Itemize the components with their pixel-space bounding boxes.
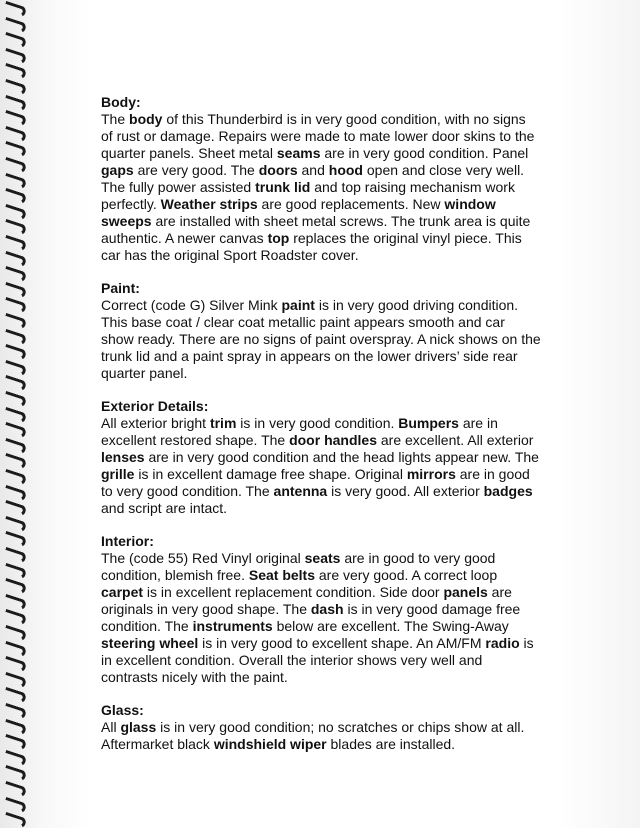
- keyword: seats: [304, 550, 341, 566]
- binding-coil: [3, 812, 27, 828]
- binding-coil: [3, 110, 27, 127]
- binding-coil: [3, 79, 27, 96]
- keyword: grille: [101, 466, 135, 482]
- section-glass: [101, 702, 541, 753]
- binding-coil: [3, 266, 27, 283]
- binding-coil: [3, 188, 27, 205]
- binding-coil: [3, 1, 27, 18]
- binding-coil: [3, 765, 27, 782]
- keyword: Seat belts: [248, 567, 315, 583]
- keyword: steering wheel: [101, 635, 199, 651]
- section-heading: Body:: [101, 94, 141, 110]
- binding-coil: [3, 141, 27, 158]
- section-text: Correct (code G) Silver Mink paint is in very good driving condition. This base coat / clear coat metallic paint appears smooth and car show ready. There are no signs of paint overspray. A nick shows on the trunk lid and a paint spray in appears on the lower drivers’ side rear quarter panel.: [101, 297, 541, 381]
- keyword: window sweeps: [101, 196, 496, 229]
- binding-coil: [3, 63, 27, 80]
- binding-coil: [3, 531, 27, 548]
- section-body: [101, 94, 541, 264]
- section-text: All exterior bright trim is in very good condition. Bumpers are in excellent restored shape. The door handles are excellent. All exterior lenses are in very good condition and the head lights appear new. The grille is in excellent damage free shape. Original mirrors are in good to very good condition. The antenna is very good. All exterior badges and script are intact.: [101, 415, 539, 516]
- keyword: Bumpers: [398, 415, 459, 431]
- binding-coil: [3, 687, 27, 704]
- binding-coil: [3, 781, 27, 798]
- section-interior: [101, 533, 541, 686]
- keyword: top: [267, 230, 290, 246]
- binding-coil: [3, 235, 27, 252]
- keyword: windshield wiper: [213, 736, 327, 752]
- keyword: badges: [483, 483, 533, 499]
- section-text: The body of this Thunderbird is in very good condition, with no signs of rust or damage. Repairs were made to mate lower door skins to the quarter panels. Sheet metal seams are in very good condition. Panel gaps are very good. The doors and hood open and close very well. The fully power assisted trunk lid and top raising mechanism work perfectly. Weather strips are good replacements. New window sweeps are installed with sheet metal screws. The trunk area is quite authentic. A newer canvas top replaces the original vinyl piece. This car has the original Sport Roadster cover.: [101, 111, 535, 263]
- keyword: door handles: [289, 432, 377, 448]
- keyword: glass: [120, 719, 157, 735]
- binding-coil: [3, 703, 27, 720]
- binding-coil: [3, 344, 27, 361]
- spiral-binding: [0, 0, 40, 828]
- binding-coil: [3, 500, 27, 517]
- keyword: panels: [443, 584, 488, 600]
- section-text: The (code 55) Red Vinyl original seats are in good to very good condition, blemish free. Seat belts are very good. A correct loop carpet is in excellent replacement condition. Side door panels are originals in very good shape. The dash is in very good damage free condition. The instruments below are excellent. The Swing-Away steering wheel is in very good to excellent shape. An AM/FM radio is in excellent condition. Overall the interior shows very well and contrasts nicely with the paint.: [101, 550, 534, 685]
- binding-coil: [3, 547, 27, 564]
- binding-coil: [3, 375, 27, 392]
- binding-coil: [3, 734, 27, 751]
- keyword: hood: [328, 162, 363, 178]
- keyword: mirrors: [406, 466, 456, 482]
- keyword: paint: [281, 297, 315, 313]
- binding-coil: [3, 609, 27, 626]
- section-text: All glass is in very good condition; no scratches or chips show at all. Aftermarket black windshield wiper blades are installed.: [101, 719, 525, 752]
- keyword: doors: [258, 162, 298, 178]
- keyword: trim: [209, 415, 237, 431]
- section-heading: Exterior Details:: [101, 398, 209, 414]
- document-body: [101, 94, 541, 769]
- section-heading: Interior:: [101, 533, 154, 549]
- keyword: dash: [310, 601, 344, 617]
- keyword: radio: [485, 635, 520, 651]
- keyword: lenses: [101, 449, 145, 465]
- keyword: antenna: [273, 483, 328, 499]
- binding-coil: [3, 656, 27, 673]
- binding-coil: [3, 422, 27, 439]
- binding-coil: [3, 453, 27, 470]
- section-exterior-details: [101, 398, 541, 517]
- binding-coil: [3, 157, 27, 174]
- binding-coil: [3, 219, 27, 236]
- keyword: instruments: [192, 618, 273, 634]
- keyword: carpet: [101, 584, 144, 600]
- binding-coil: [3, 578, 27, 595]
- keyword: body: [129, 111, 163, 127]
- keyword: gaps: [101, 162, 134, 178]
- binding-coil: [3, 391, 27, 408]
- section-heading: Glass:: [101, 702, 144, 718]
- binding-coil: [3, 297, 27, 314]
- section-paint: [101, 280, 541, 382]
- keyword: seams: [276, 145, 321, 161]
- keyword: Weather strips: [160, 196, 258, 212]
- binding-coil: [3, 32, 27, 49]
- section-heading: Paint:: [101, 280, 140, 296]
- binding-coil: [3, 313, 27, 330]
- binding-coil: [3, 469, 27, 486]
- keyword: trunk lid: [255, 179, 311, 195]
- binding-coil: [3, 625, 27, 642]
